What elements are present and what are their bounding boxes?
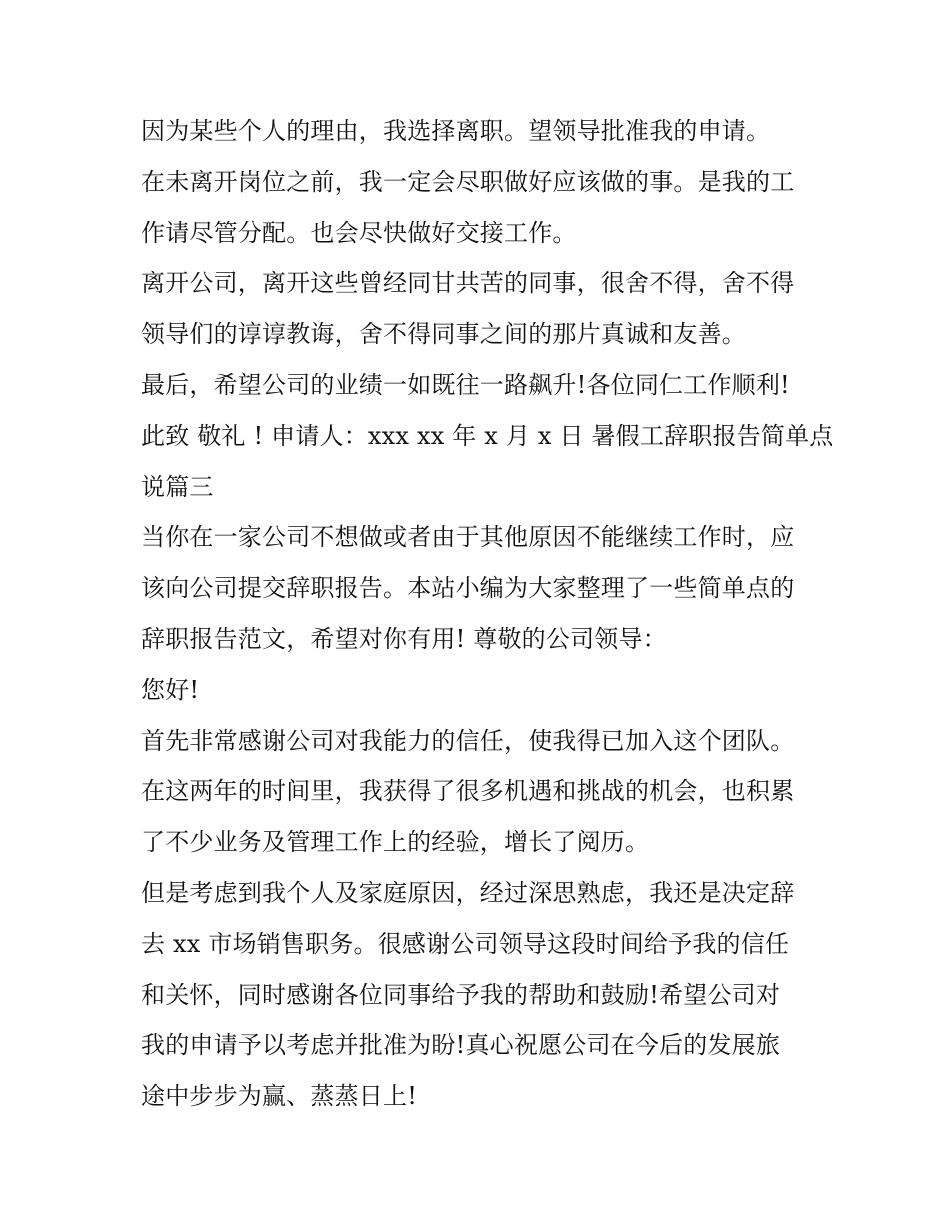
text-line: 因为某些个人的理由，我选择离职。望领导批准我的申请。 [141,117,771,145]
text-line: 辞职报告范文，希望对你有用! 尊敬的公司领导： [141,624,667,653]
text-line: 和关怀，同时感谢各位同事给予我的帮助和鼓励!希望公司对 [141,980,781,1009]
text-line: 此致 敬礼 ! 申请人：xxx xx 年 x 月 x 日 暑假工辞职报告简单点 [141,421,834,450]
text-line: 领导们的谆谆教诲，舍不得同事之间的那片真诚和友善。 [141,320,746,349]
text-line: 您好! [141,675,200,704]
text-line: 在这两年的时间里，我获得了很多机遇和挑战的机会，也积累 [141,777,795,806]
text-line: 最后，希望公司的业绩一如既往一路飙升!各位同仁工作顺利! [141,370,790,399]
text-line: 在未离开岗位之前，我一定会尽职做好应该做的事。是我的工 [141,167,795,196]
text-line: 说篇三 [141,472,214,501]
text-line: 我的申请予以考虑并批准为盼!真心祝愿公司在今后的发展旅 [141,1031,781,1060]
text-line: 该向公司提交辞职报告。本站小编为大家整理了一些简单点的 [141,574,795,603]
text-line: 离开公司，离开这些曾经同甘共苦的同事，很舍不得，舍不得 [141,269,795,298]
text-line: 了不少业务及管理工作上的经验，增长了阅历。 [141,828,650,857]
text-line: 途中步步为赢、蒸蒸日上! [141,1082,418,1111]
text-line: 但是考虑到我个人及家庭原因，经过深思熟虑，我还是决定辞 [141,878,795,907]
text-line: 去 xx 市场销售职务。很感谢公司领导这段时间给予我的信任 [141,929,790,958]
text-line: 作请尽管分配。也会尽快做好交接工作。 [141,218,577,247]
text-line: 首先非常感谢公司对我能力的信任，使我得已加入这个团队。 [141,726,795,755]
document-body [141,106,834,1122]
text-line: 当你在一家公司不想做或者由于其他原因不能继续工作时，应 [141,523,795,552]
